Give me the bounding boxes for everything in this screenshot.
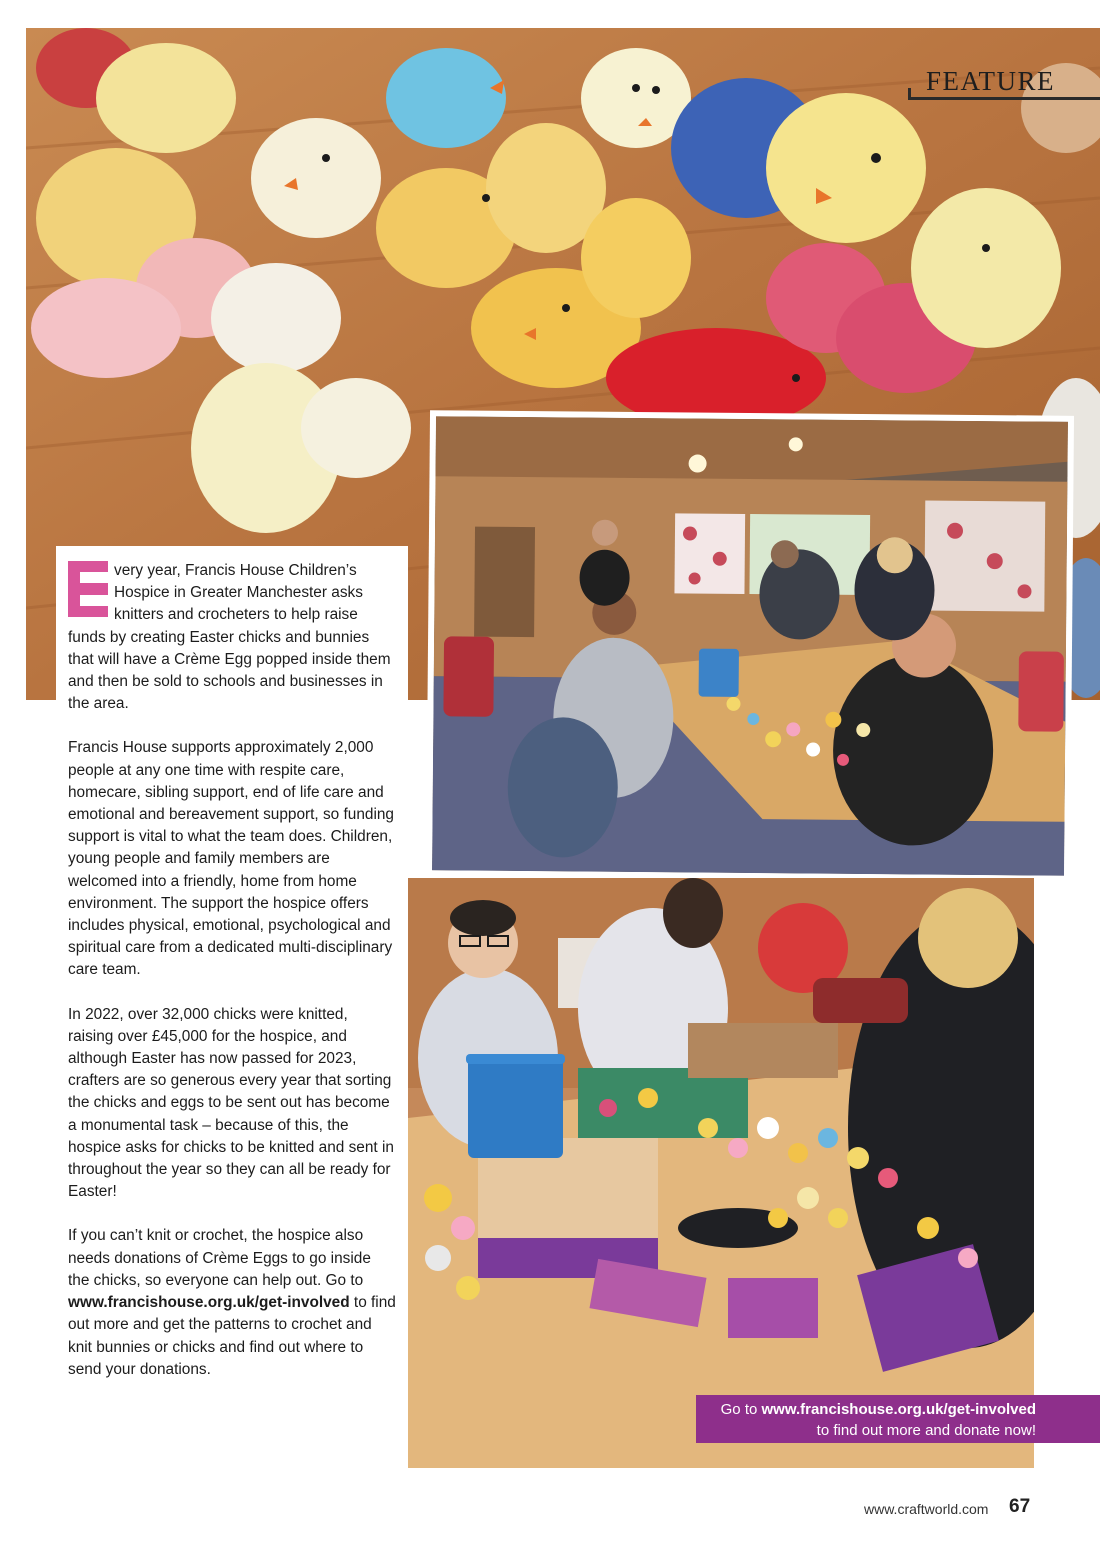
donate-banner-line-1 xyxy=(696,1399,1036,1420)
drop-cap xyxy=(68,561,108,617)
paragraph-1 xyxy=(68,560,396,715)
photo-sorting-chicks xyxy=(408,878,1034,1468)
photo-volunteers-at-tables xyxy=(426,410,1074,882)
donate-banner-prefix: Go to xyxy=(720,1401,762,1418)
donate-banner-link[interactable]: www.francishouse.org.uk/get-involved xyxy=(761,1401,1036,1418)
get-involved-link[interactable]: www.francishouse.org.uk/get-involved xyxy=(68,1294,350,1312)
donate-banner-line-2: to find out more and donate now! xyxy=(816,1422,1036,1439)
paragraph-4-lead: If you can’t knit or crochet, the hospice also needs donations of Crème Eggs to go inside the chicks, so everyone can help out. Go to xyxy=(68,1227,371,1289)
donate-banner xyxy=(696,1395,1100,1443)
footer-site-url[interactable]: www.craftworld.com xyxy=(864,1501,989,1517)
paragraph-2: Francis House supports approximately 2,000 people at any one time with respite care, homecare, sibling support, end of life care and emotional and bereavement support, so funding support is vital to what the team does. Children, young people and family members are welcomed into a friendly, home from home environment. The support the hospice offers includes physical, emotional, psychological and spiritual care from a dedicated multi-disciplinary care team. xyxy=(68,739,394,979)
paragraph-3: In 2022, over 32,000 chicks were knitted, raising over £45,000 for the hospice, and although Easter has now passed for 2023, crafters are so generous every year that sorting the chicks and eggs to be sent out has become a monumental task – because of this, the hospice asks for chicks to be knitted and sent in throughout the year so they can all be ready for Easter! xyxy=(68,1005,394,1201)
paragraph-4-tail: to find out more and get the patterns to crochet and knit bunnies or chicks and find out where to send your donations. xyxy=(68,1294,396,1378)
paragraph-4 xyxy=(68,1225,396,1380)
section-label: FEATURE xyxy=(908,66,1100,100)
article-body xyxy=(56,546,408,1403)
paragraph-1-text: very year, Francis House Children’s Hospice in Greater Manchester asks knitters and crocheters to help raise funds by creating Easter chicks and bunnies that will have a Crème Egg popped inside them and then be sold to schools and businesses in the area. xyxy=(68,562,391,713)
page-number: 67 xyxy=(1009,1496,1031,1517)
